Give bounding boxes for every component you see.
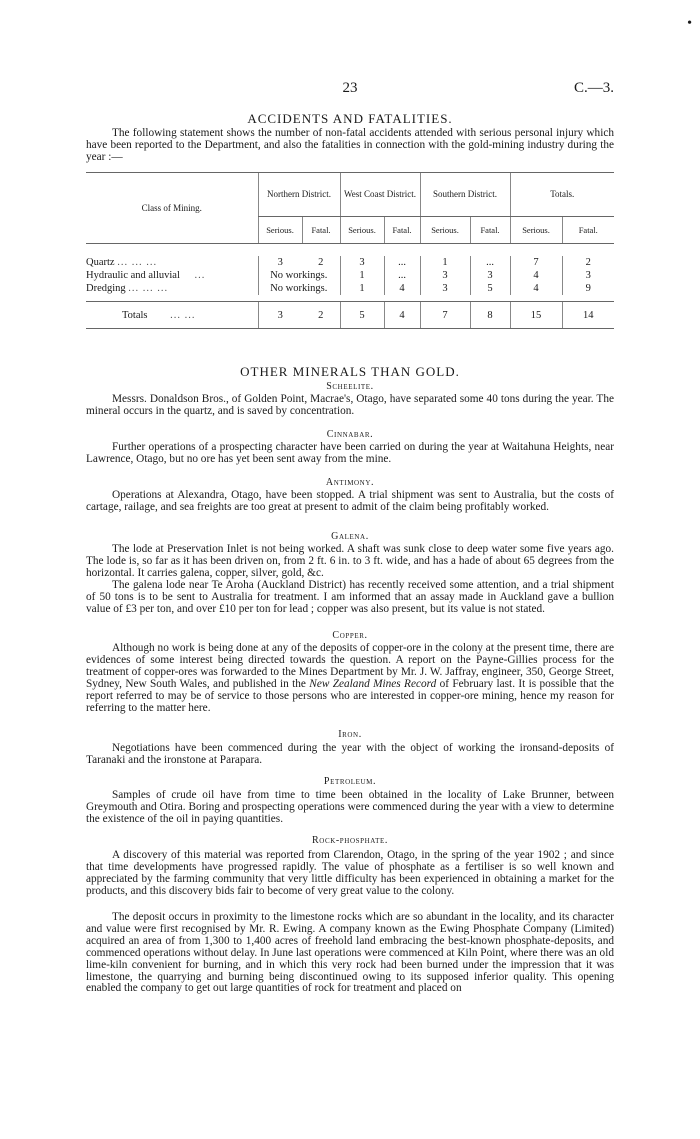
page-mark: • xyxy=(687,16,692,31)
cell: 4 xyxy=(384,302,420,329)
cell: No wor xyxy=(258,269,302,282)
cell: 5 xyxy=(340,302,384,329)
antimony-heading: Antimony. xyxy=(325,477,375,488)
copper-text-a: Although no work is being done at any of the deposits of copper-ore in the colony at the present time, there are evidences of some interest being directed towards the question. A report on the Payne-Gillies process for the treatment of copper-ores was forwarded to the Mines Department by Mr. J. W. Jaffray, engineer, 350, George Street, Sydney, New South Wales, and published in the xyxy=(86,642,614,690)
scheelite-heading: Scheelite. xyxy=(326,381,374,392)
copper-text xyxy=(86,643,614,714)
sub-header: Fatal. xyxy=(384,217,420,244)
cell: 7 xyxy=(420,302,470,329)
sub-header: Fatal. xyxy=(302,217,340,244)
cell: 3 xyxy=(470,269,510,282)
galena-text-1: The lode at Preservation Inlet is not being worked. A shaft was sunk close to deep water some five years ago. The lode is, so far as it has been driven on, from 2 ft. 6 in. to 3 ft. wide, and has a hade of about 65 degrees from the horizontal. It carries galena, copper, silver, gold, &c. xyxy=(86,543,614,579)
class-header: Class of Mining. xyxy=(86,172,258,244)
iron-heading: Iron. xyxy=(338,729,362,740)
cell: 1 xyxy=(340,282,384,295)
galena-text-2: The galena lode near Te Aroha (Auckland District) has recently received some attention, and a trial shipment of 50 tons is to be sent to Australia for treatment. I am informed that an assay made in Auckland gave a bullion value of £3 per ton, and over £10 per ton for lead ; copper was also present, but its value is not stated. xyxy=(86,579,614,615)
cell: 3 xyxy=(258,302,302,329)
cell: 2 xyxy=(302,302,340,329)
iron-text: Negotiations have been commenced during the year with the object of working the ironsand-deposits of Taranaki and the ironstone at Parapara. xyxy=(86,742,614,766)
cell: 3 xyxy=(562,269,614,282)
rock-phosphate-text-2: The deposit occurs in proximity to the limestone rocks which are so abundant in the locality, and its character and value were first recognised by Mr. R. Ewing. A company known as the Ewing Phosphate Company (Limited) acquired an area of from 1,300 to 1,400 acres of freehold land embracing the best-known phosphate-deposits, and commenced operations without delay. In June last operations were commenced at Kiln Point, where there was an old lime-kiln convenient for burning, and in which this very rock had been burned under the impression that it was limestone, the quarrying and burning being discontinued owing to its supposed inferior quality. This opening enabled the company to get out large quantities of rock for treatment and placed on xyxy=(86,911,614,995)
cell: 4 xyxy=(510,282,562,295)
group-west-coast: West Coast District. xyxy=(340,172,420,217)
sub-header: Fatal. xyxy=(562,217,614,244)
group-totals: Totals. xyxy=(510,172,614,217)
cell: 3 xyxy=(340,256,384,269)
accidents-table xyxy=(86,172,614,329)
galena-heading: Galena. xyxy=(331,531,369,542)
totals-row xyxy=(86,302,614,329)
row-class: Hydraulic and alluvial xyxy=(86,270,180,281)
cell: 1 xyxy=(420,256,470,269)
row-class: Dredging xyxy=(86,283,126,294)
cell: 5 xyxy=(470,282,510,295)
page-header xyxy=(86,80,614,100)
cell: 4 xyxy=(510,269,562,282)
sub-header: Fatal. xyxy=(470,217,510,244)
petroleum-heading: Petroleum. xyxy=(323,776,377,787)
row-leader: ... ... ... xyxy=(117,257,158,268)
petroleum-text: Samples of crude oil have from time to time been obtained in the locality of Lake Brunner, between Greymouth and Otira. Boring and prospecting operations were commenced during the year with a view to determine the existence of the oil in paying quantities. xyxy=(86,789,614,825)
cell: No wor xyxy=(258,282,302,295)
cell: 3 xyxy=(258,256,302,269)
cell: 3 xyxy=(420,269,470,282)
cell: 14 xyxy=(562,302,614,329)
group-southern: Southern District. xyxy=(420,172,510,217)
totals-leader: ... ... xyxy=(170,309,196,321)
sub-header: Serious. xyxy=(510,217,562,244)
minerals-title: OTHER MINERALS THAN GOLD. xyxy=(240,364,460,379)
row-leader: ... ... ... xyxy=(128,283,169,294)
row-leader: ... xyxy=(194,270,206,281)
page-number: 23 xyxy=(342,80,358,96)
table-row xyxy=(86,269,614,282)
cell: 9 xyxy=(562,282,614,295)
cell: ... xyxy=(470,256,510,269)
accidents-intro: The following statement shows the number of non-fatal accidents attended with serious personal injury which have been reported to the Department, and also the fatalities in connection with the gold-mining industry during the year :— xyxy=(86,127,614,163)
cell: ... xyxy=(384,256,420,269)
rock-phosphate-text-1: A discovery of this material was reported from Clarendon, Otago, in the spring of the year 1902 ; and since that time developments have progressed rapidly. The value of phosphate as a fertiliser is so well known and appreciated by the farming community that very little difficulty has been experienced in obtaining a market for the products, and this discovery bids fair to become of very great value to the colony. xyxy=(86,849,614,897)
cell: ... xyxy=(384,269,420,282)
table-row xyxy=(86,256,614,269)
cell: 15 xyxy=(510,302,562,329)
antimony-text: Operations at Alexandra, Otago, have been stopped. A trial shipment was sent to Australia, but the costs of cartage, railage, and sea freights are too great at present to admit of the claim being profitably worked. xyxy=(86,489,614,513)
cinnabar-text: Further operations of a prospecting character have been carried on during the year at Waitahuna Heights, near Lawrence, Otago, but no ore has yet been sent away from the mine. xyxy=(86,441,614,465)
sub-header: Serious. xyxy=(340,217,384,244)
copper-heading: Copper. xyxy=(332,630,368,641)
cell: 7 xyxy=(510,256,562,269)
copper-publication: New Zealand Mines Record xyxy=(309,677,437,690)
cell: 3 xyxy=(420,282,470,295)
totals-label: Totals xyxy=(122,309,148,321)
copper-text-b: of February last. It is possible that the report referred to may be of service to those persons who are interested in copper-ore mining, hence my reason for referring to the matter here. xyxy=(86,677,614,714)
sub-header: Serious. xyxy=(420,217,470,244)
cell: kings. xyxy=(302,270,328,281)
scheelite-text: Messrs. Donaldson Bros., of Golden Point, Macrae's, Otago, have separated some 40 tons during the year. The mineral occurs in the quartz, and is saved by concentration. xyxy=(86,393,614,417)
cinnabar-heading: Cinnabar. xyxy=(326,429,374,440)
cell: 2 xyxy=(562,256,614,269)
cell: 8 xyxy=(470,302,510,329)
rock-phosphate-heading: Rock-phosphate. xyxy=(312,835,388,846)
group-northern: Northern District. xyxy=(258,172,340,217)
table-top-rule xyxy=(86,172,614,173)
row-class: Quartz xyxy=(86,257,115,268)
accidents-title: ACCIDENTS AND FATALITIES. xyxy=(247,111,453,126)
cell: 4 xyxy=(384,282,420,295)
document-reference: C.—3. xyxy=(573,80,614,96)
cell: kings. xyxy=(302,283,328,294)
sub-header: Serious. xyxy=(258,217,302,244)
table-row xyxy=(86,282,614,295)
cell: 1 xyxy=(340,269,384,282)
cell: 2 xyxy=(318,257,324,268)
